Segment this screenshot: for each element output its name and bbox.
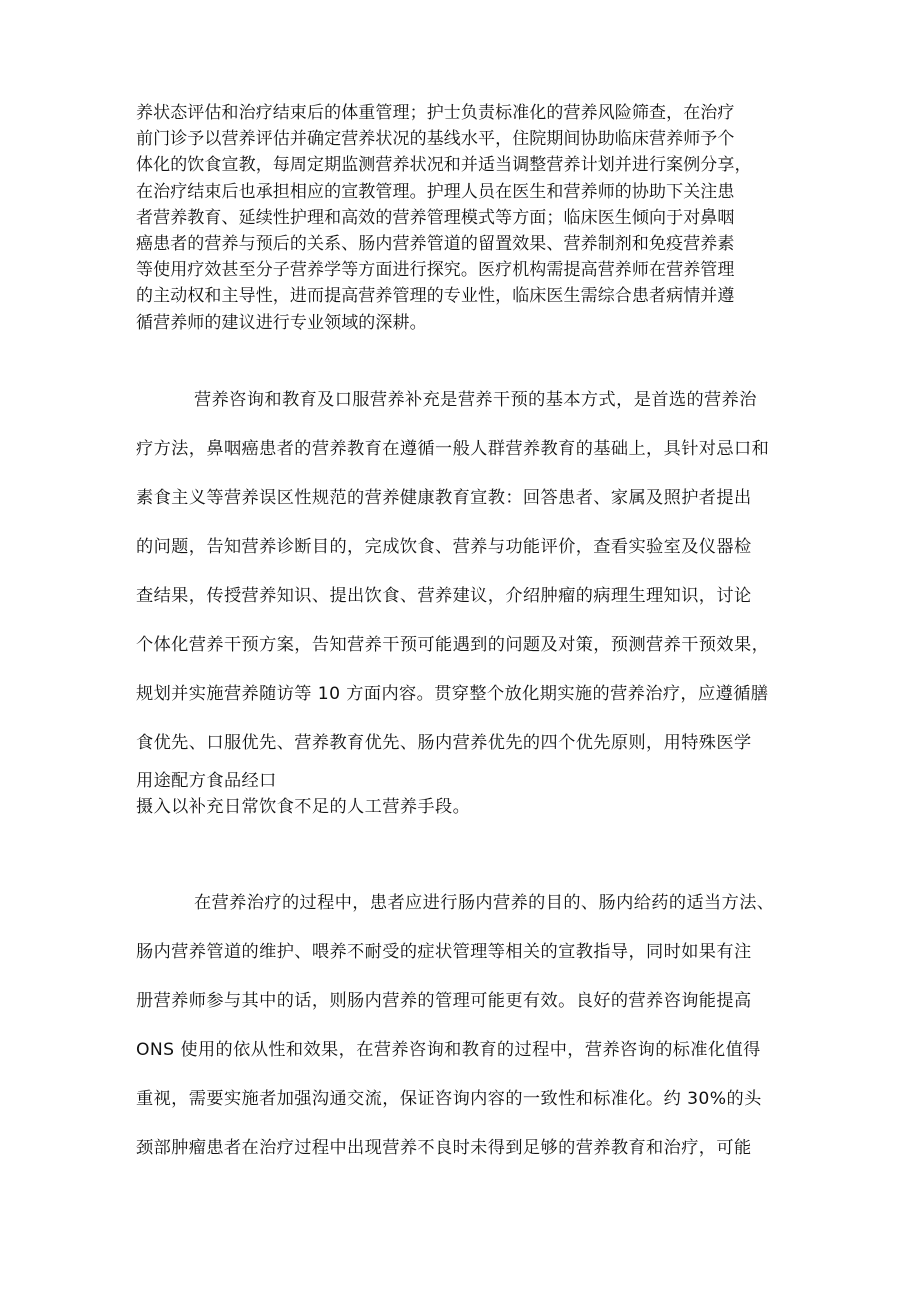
text-line: 的主动权和主导性，进而提高营养管理的专业性，临床医生需综合患者病情并遵 [136, 286, 735, 307]
text-line: 用途配方食品经口 [136, 771, 277, 791]
text-line: 个体化营养干预方案，告知营养干预可能遇到的问题及对策，预测营养干预效果， [136, 635, 770, 655]
paragraph-nutrition-counseling [136, 376, 816, 820]
text-line: 在营养治疗的过程中，患者应进行肠内营养的目的、肠内给药的适当方法、 [194, 893, 775, 913]
text-line: 等使用疗效甚至分子营养学等方面进行探究。医疗机构需提高营养师在营养管理 [136, 260, 735, 281]
paragraph-enteral-nutrition [136, 879, 816, 1173]
text-line: 摄入以补充日常饮食不足的人工营养手段。 [136, 797, 471, 817]
text-line: 癌患者的营养与预后的关系、肠内营养管道的留置效果、营养制剂和免疫营养素 [136, 233, 735, 254]
text-line: 养状态评估和治疗结束后的体重管理；护士负责标准化的营养风险筛查，在治疗 [136, 103, 735, 123]
text-line: 重视，需要实施者加强沟通交流，保证咨询内容的一致性和标准化。约 30%的头 [136, 1089, 762, 1109]
text-line: 营养咨询和教育及口服营养补充是营养干预的基本方式，是首选的营养治 [194, 390, 757, 410]
text-line: 食优先、口服优先、营养教育优先、肠内营养优先的四个优先原则，用特殊医学 [136, 733, 752, 753]
text-line: 颈部肿瘤患者在治疗过程中出现营养不良时未得到足够的营养教育和治疗，可能 [136, 1138, 752, 1158]
text-line: ONS 使用的依从性和效果，在营养咨询和教育的过程中，营养咨询的标准化值得 [136, 1040, 761, 1060]
text-line: 规划并实施营养随访等 10 方面内容。贯穿整个放化期实施的营养治疗，应遵循膳 [136, 684, 769, 704]
text-line: 前门诊予以营养评估并确定营养状况的基线水平，住院期间协助临床营养师予个 [136, 129, 735, 150]
text-line: 肠内营养管道的维护、喂养不耐受的症状管理等相关的宣教指导，同时如果有注 [136, 942, 752, 962]
text-line: 循营养师的建议进行专业领域的深耕。 [136, 312, 427, 333]
text-line: 疗方法，鼻咽癌患者的营养教育在遵循一般人群营养教育的基础上，具针对忌口和 [136, 439, 770, 459]
text-line: 册营养师参与其中的话，则肠内营养的管理可能更有效。良好的营养咨询能提高 [136, 991, 752, 1011]
text-line: 者营养教育、延续性护理和高效的营养管理模式等方面；临床医生倾向于对鼻咽 [136, 207, 735, 228]
text-line: 素食主义等营养误区性规范的营养健康教育宣教：回答患者、家属及照护者提出 [136, 488, 752, 508]
text-line: 在治疗结束后也承担相应的宣教管理。护理人员在医生和营养师的协助下关注患 [136, 181, 735, 202]
text-line: 体化的饮食宣教，每周定期监测营养状况和并适当调整营养计划并进行案例分享， [136, 155, 752, 176]
paragraph-nutrition-roles [136, 100, 808, 336]
text-line: 查结果，传授营养知识、提出饮食、营养建议，介绍肿瘤的病理生理知识，讨论 [136, 586, 752, 606]
text-line: 的问题，告知营养诊断目的，完成饮食、营养与功能评价，查看实验室及仪器检 [136, 537, 752, 557]
